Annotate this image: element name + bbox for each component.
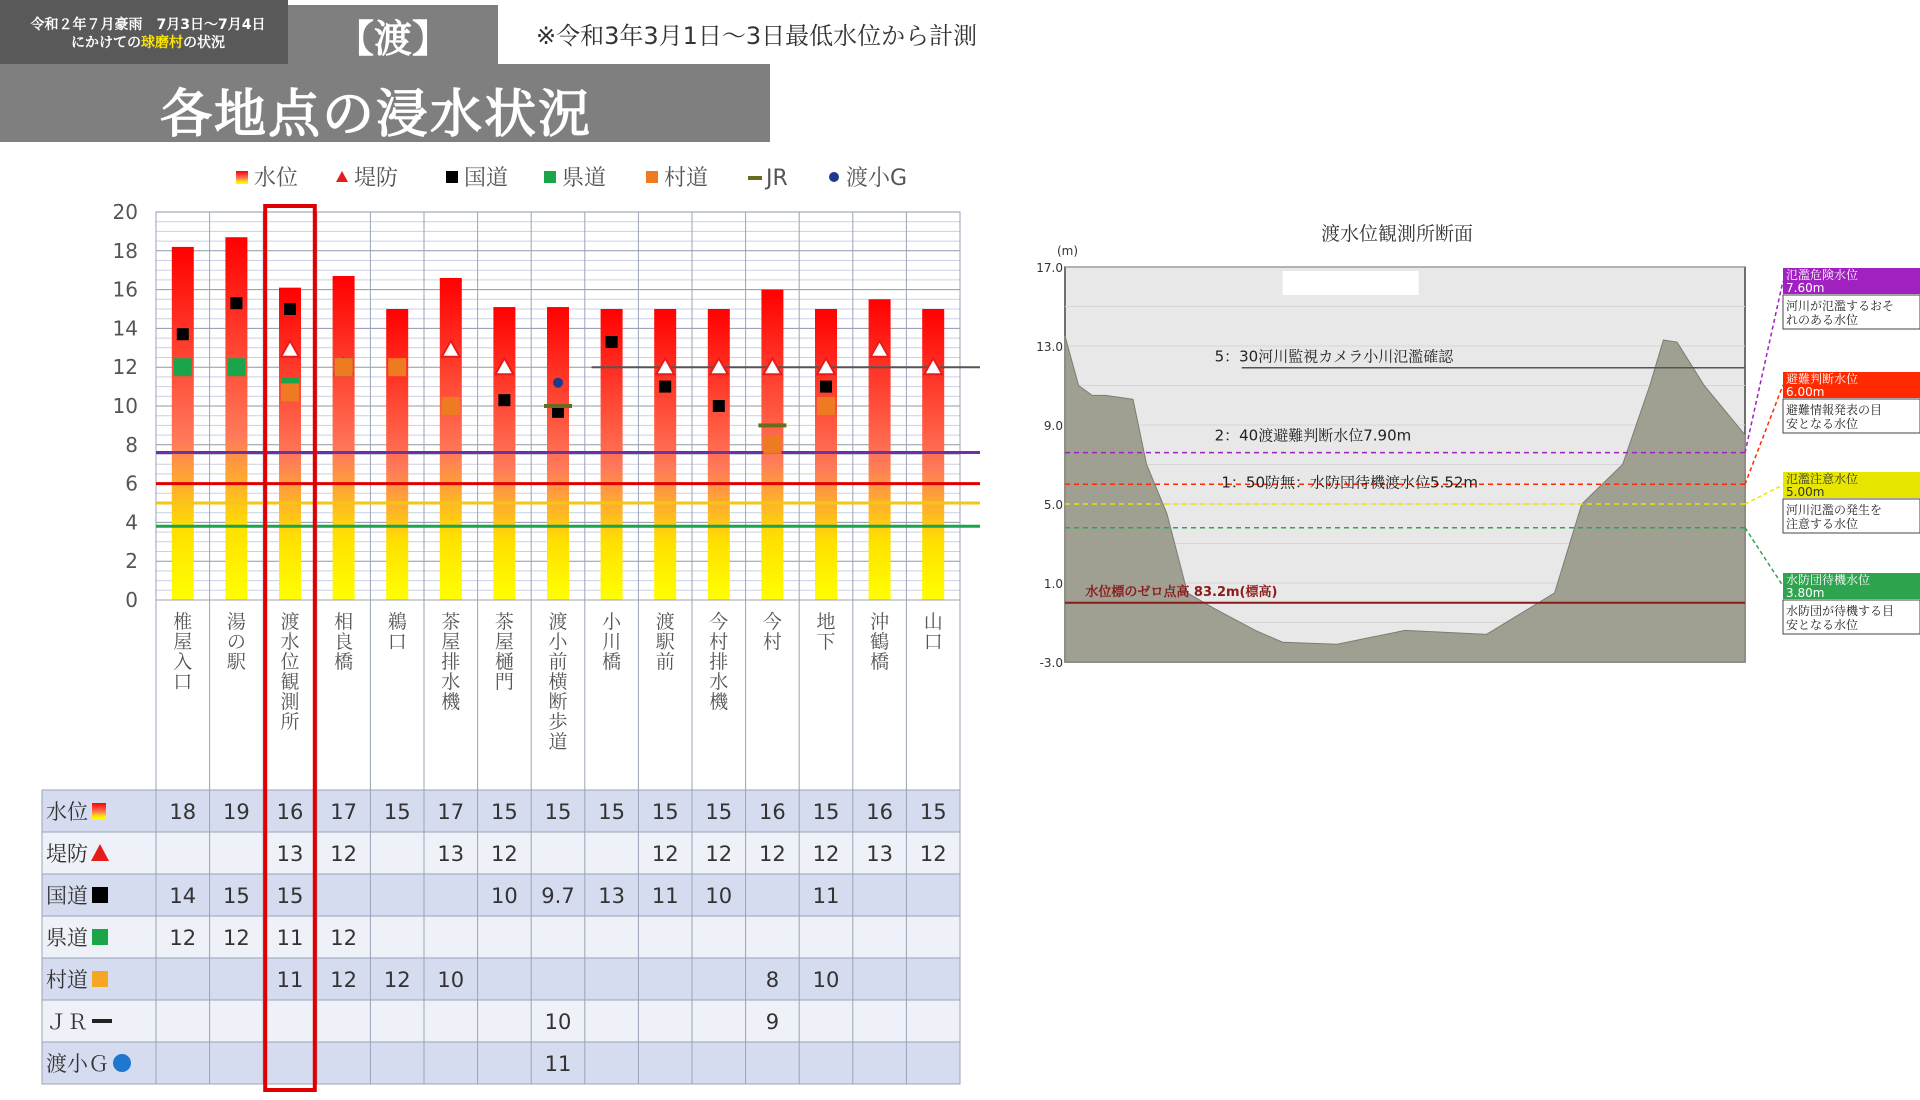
village-road-marker [763, 436, 781, 454]
level-name: 氾濫注意水位 [1786, 472, 1859, 486]
cross-section-plot [1036, 261, 1745, 670]
category-label: 地下 [816, 611, 836, 653]
cross-section-title-group [1057, 223, 1473, 258]
water-bar [654, 309, 676, 600]
page-title: 各地点の浸水状況 [160, 85, 593, 145]
table-cell: 19 [223, 800, 250, 824]
level-value: 3.80m [1786, 586, 1825, 600]
y-tick-label: 2 [125, 549, 138, 574]
water-bar [279, 288, 301, 600]
subtitle-post: の状況 [183, 35, 225, 51]
category-label: 茶屋排水機 [441, 611, 461, 713]
national-road-marker [177, 328, 189, 340]
table-row [42, 1000, 960, 1042]
category-label: 渡小前横断歩道 [548, 611, 568, 753]
table-jr-icon [92, 1019, 112, 1023]
cross-section-y-tick: 17.0 [1036, 261, 1063, 275]
table-cell: 13 [437, 842, 465, 866]
level-value: 5.00m [1786, 485, 1825, 499]
table-cell: 15 [812, 800, 840, 824]
event-annotation: 5：30河川監視カメラ小川氾濫確認 [1214, 347, 1454, 366]
water-bar [225, 237, 247, 600]
water-bar [708, 309, 730, 600]
table-cell: 11 [651, 884, 679, 908]
y-tick-label: 14 [112, 316, 138, 341]
table-row-label: 県道 [46, 926, 88, 950]
table-cell: 12 [330, 968, 357, 992]
category-label: 鵜口 [387, 611, 407, 653]
water-bar [440, 278, 462, 600]
y-tick-label: 4 [125, 510, 138, 535]
table-cell: 11 [544, 1052, 572, 1076]
table-cell: 12 [759, 842, 786, 866]
level-connector [1745, 385, 1783, 484]
table-cell: 15 [223, 884, 250, 908]
national-road-marker [713, 400, 725, 412]
table-cell: 18 [169, 800, 197, 824]
table-cell: 12 [383, 968, 411, 992]
table-cell: 12 [812, 842, 840, 866]
table-cell: 15 [491, 800, 518, 824]
table-cell: 11 [276, 968, 304, 992]
table-cell: 15 [544, 800, 572, 824]
prefectural-road-marker [227, 358, 245, 376]
table-cell: 16 [759, 800, 786, 824]
cross-section-y-tick: 9.0 [1043, 419, 1063, 433]
table-cell: 15 [919, 800, 947, 824]
subtitle-line-2 [8, 34, 288, 52]
category-label: 山口 [923, 611, 943, 653]
level-description: 河川が氾濫するおそれのある水位 [1786, 299, 1895, 327]
table-cell: 10 [812, 968, 840, 992]
table-cell: 11 [276, 926, 304, 950]
level-description: 避難情報発表の目安となる水位 [1786, 403, 1883, 431]
table-row-label: 国道 [46, 884, 88, 908]
table-row-label: 渡小Ｇ [46, 1052, 109, 1076]
legend-label-national_road: 国道 [464, 166, 509, 191]
legend-national-road-swatch [446, 171, 458, 183]
national-road-marker [659, 381, 671, 393]
village-road-marker [817, 397, 835, 415]
water-bar [172, 247, 194, 600]
national-road-marker [498, 394, 510, 406]
level-connector [1745, 281, 1783, 453]
y-tick-label: 20 [112, 200, 138, 224]
legend-village-road-swatch [646, 171, 658, 183]
legend-school-swatch [829, 172, 839, 182]
table-school-icon [113, 1054, 131, 1072]
category-label: 渡駅前 [655, 611, 675, 673]
table-cell: 12 [491, 842, 518, 866]
table-cell: 10 [705, 884, 733, 908]
table-cell: 12 [169, 926, 197, 950]
cross-section-y-tick: 1.0 [1043, 577, 1063, 591]
y-tick-label: 6 [125, 471, 138, 496]
table-prefectural-road-icon [92, 929, 108, 945]
level-name: 避難判断水位 [1786, 372, 1859, 386]
legend-water-swatch [236, 171, 248, 184]
school-marker [553, 378, 563, 388]
y-tick-label: 12 [112, 355, 138, 380]
table-cell: 8 [765, 968, 780, 992]
legend-label-jr: JR [766, 166, 788, 191]
national-road-marker [606, 336, 618, 348]
level-value: 7.60m [1786, 281, 1825, 295]
y-tick-label: 10 [112, 394, 138, 418]
table-cell: 15 [705, 800, 733, 824]
jr-marker [544, 404, 572, 408]
legend-label-school: 渡小G [846, 166, 908, 191]
legend-label-water: 水位 [254, 166, 299, 191]
category-label: 渡水位観測所 [280, 611, 300, 733]
table-cell: 12 [330, 926, 357, 950]
table-cell: 12 [651, 842, 679, 866]
category-label: 湯の駅 [226, 611, 246, 673]
water-bar [386, 309, 408, 600]
table-cell: 15 [276, 884, 304, 908]
table-row [42, 1042, 960, 1084]
level-connector [1745, 528, 1783, 586]
cross-section-title: 渡水位観測所断面 [1320, 223, 1474, 245]
event-annotation: 2：40渡避難判断水位7.90m [1214, 426, 1412, 445]
level-connector [1745, 485, 1783, 504]
table-cell: 15 [598, 800, 625, 824]
table-row-label: 堤防 [46, 842, 88, 866]
zero-point-label: 水位標のゼロ点高 83.2m(標高) [1085, 584, 1278, 600]
title-placeholder-box [1283, 271, 1419, 295]
event-annotation: 1：50防無：水防団待機渡水位5.52m [1221, 473, 1479, 492]
category-label: 今村排水機 [709, 611, 729, 713]
y-tick-label: 8 [125, 432, 138, 457]
legend-prefectural-road-swatch [544, 171, 556, 183]
level-description: 河川氾濫の発生を注意する水位 [1786, 503, 1883, 531]
cross-section-y-tick: 5.0 [1043, 498, 1063, 512]
table-village-road-icon [92, 971, 108, 987]
subtitle-pre: にかけての [71, 35, 141, 51]
category-label: 茶屋樋門 [494, 611, 514, 693]
subtitle-line-1: 令和２年７月豪雨 7月3日～7月4日 [30, 17, 266, 33]
table-row-label: ＪＲ [46, 1010, 88, 1034]
prefectural-road-marker [174, 358, 192, 376]
legend-label-levee: 堤防 [354, 166, 399, 191]
water-bar [815, 309, 837, 600]
water-bar [601, 309, 623, 600]
y-tick-label: 18 [112, 238, 138, 263]
table-cell: 9.7 [541, 884, 575, 908]
header-subtitle [8, 16, 288, 52]
village-road-marker [281, 383, 299, 401]
table-row-label: 水位 [46, 800, 88, 824]
table-cell: 11 [812, 884, 840, 908]
legend-label-prefectural_road: 県道 [562, 166, 607, 191]
y-tick-label: 16 [112, 277, 138, 302]
data-table [42, 790, 960, 1084]
level-value: 6.00m [1786, 385, 1825, 399]
category-label: 椎屋入口 [173, 611, 193, 693]
chart-legend [236, 166, 907, 191]
table-cell: 16 [276, 800, 304, 824]
table-cell: 13 [276, 842, 304, 866]
table-water-icon [92, 803, 106, 819]
table-cell: 10 [491, 884, 518, 908]
level-name: 氾濫危険水位 [1786, 268, 1859, 282]
cross-section-y-tick: 13.0 [1036, 340, 1063, 354]
cross-section-chart [1010, 220, 1920, 690]
table-row-label: 村道 [46, 968, 88, 992]
flood-depth-chart [0, 150, 980, 1100]
category-label: 沖鶴橋 [870, 611, 890, 673]
table-cell: 9 [765, 1010, 780, 1034]
jr-marker [758, 423, 786, 427]
water-bar [922, 309, 944, 600]
level-description: 水防団が待機する目安となる水位 [1786, 604, 1895, 632]
table-cell: 15 [651, 800, 679, 824]
legend-levee-swatch [336, 171, 348, 182]
measurement-note: ※令和3年3月1日～3日最低水位から計測 [536, 22, 978, 50]
table-cell: 12 [223, 926, 250, 950]
national-road-marker [284, 303, 296, 315]
category-labels [156, 600, 960, 790]
table-cell: 10 [437, 968, 465, 992]
table-cell: 12 [919, 842, 947, 866]
table-national-road-icon [92, 887, 108, 903]
village-road-marker [442, 397, 460, 415]
table-cell: 12 [330, 842, 357, 866]
y-axis-labels [113, 200, 138, 612]
national-road-marker [820, 381, 832, 393]
level-name: 水防団待機水位 [1786, 573, 1871, 587]
cross-section-y-tick: -3.0 [1039, 656, 1063, 670]
legend-label-village_road: 村道 [664, 166, 709, 191]
table-cell: 13 [866, 842, 893, 866]
legend-jr-swatch [748, 176, 762, 180]
table-cell: 14 [169, 884, 197, 908]
village-road-marker [388, 358, 406, 376]
table-cell: 13 [598, 884, 625, 908]
village-road-marker [335, 358, 353, 376]
water-level-legend [1745, 267, 1920, 634]
location-tag: 【渡】 [288, 5, 498, 65]
table-cell: 10 [544, 1010, 572, 1034]
y-tick-label: 0 [125, 588, 138, 612]
category-label: 相良橋 [334, 611, 354, 673]
category-label: 今村 [762, 611, 782, 653]
table-cell: 17 [330, 800, 357, 824]
table-cell: 12 [705, 842, 733, 866]
national-road-marker [230, 297, 242, 309]
table-cell: 16 [866, 800, 893, 824]
y-axis-unit: (m) [1057, 244, 1079, 258]
subtitle-village: 球磨村 [141, 35, 183, 51]
table-cell: 15 [383, 800, 411, 824]
water-bar [333, 276, 355, 600]
category-label: 小川橋 [602, 611, 622, 673]
table-cell: 17 [437, 800, 465, 824]
